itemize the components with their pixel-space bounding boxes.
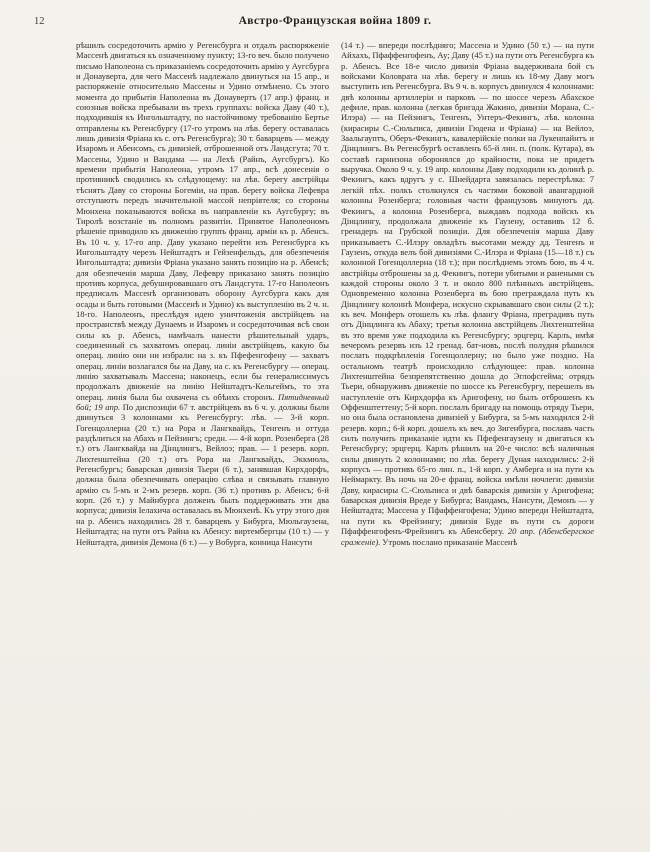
text-body <box>76 40 594 547</box>
right-column-paragraph <box>341 40 594 547</box>
left-column-paragraph <box>76 40 329 547</box>
page-header <box>34 14 594 36</box>
left-text-part1: рѣшилъ сосредоточить армію у Регенсбурга и отдалъ распоряженіе Массенѣ двигаться къ означенному пункту; 13-го веч. было получено письмо Наполеона съ приказаніемъ сосредоточить армію у Аугсбурга и Донауверта, для чего Массенѣ надлежало двинуться на 15 апр., и распоряженіе относительно Массены и Удино отмѣнено. Съ этого момента до прибытія Наполеона въ Донаувертъ (17 апр.) франц. и союзныя войска пребывали въ трехъ группахъ: войска Даву (40 т.), подходившія къ Ингольштадту, по настойчивому требованію Бертье отправлены къ Регенсбургу (17-го утромъ на лѣв. берегу оставалась лишь дивизія Фріана къ с. отъ Регенсбурга); 30 т. баварцевъ — между Изаромъ и Абенсомъ, съ дивизіей, отброшенной отъ Ландсгута; 70 т. Массены, Удино и Вандама — на Лехѣ (Райнъ, Аугсбургъ). Ко времени прибытія Наполеона, утромъ 17 апр., всѣ донесенія о противникѣ сводились къ слѣдующему: на лѣв. берегу австрійцы тѣснятъ Даву со стороны Богеміи, на прав. берегу войска Лефевра отступаютъ передъ значительной массой непріятеля; со стороны Мюнхена показываются войска въ направленіи къ Аугсбургу; въ Тиролѣ возстаніе въ полномъ развитіи. Принятое Наполеономъ рѣшеніе приводило къ движенію группъ франц. арміи къ р. Абенсъ. Въ 10 ч. у. 17-го апр. Даву указано перейти изъ Регенсбурга къ Ингольштадту черезъ Нейштадтъ и Гейзенфельдъ, для обезпеченія Ингольштадта; дивизіи Фріана указано занять позицію на р. Абенсѣ; для обезпеченія марша Даву, Лефевру приказано занять позицію противъ корпуса, дебушировавшаго отъ Ландсгута. 17-го Наполеонъ предписалъ Массенѣ организовать оборону Аугсбурга какъ для осады и быть готовыми (Массенѣ и Удино) къ выступленію въ 2 ч. н. 18-го. Наполеонъ, преслѣдуя идею уничтоженія австрійцевъ на пространствѣ между Дунаемъ и Изаромъ и сосредоточивая всѣ свои силы къ р. Абенсъ, намѣчалъ нанести рѣшительный ударъ, соединенный съ захватомъ операц. линіи австрійцевъ, какую бы операц. линію они ни избрали: на з. къ Пфефенгофену — захватъ операц. линіи возлагался бы на Даву, на с. къ Регенсбургу — операц. линію захватывалъ Массена; наконецъ, если бы генералиссимусъ продолжалъ движеніе на линію Нейштадтъ-Кельгеймъ, то эта операц. линія была бы охвачена съ обѣихъ сторонъ. <box>76 40 329 402</box>
left-text-part2: По диспозиціи 67 т. австрійцевъ въ 6 ч. у. должны были двинуться 3 колоннами къ Регенсбургу: лѣв. — 3-й корп. Гогенцоллерна (20 т.) на Рора и Лангквайдъ, Тенгенъ и оттуда раздѣлиться на Абахъ и Пейзингъ; средн. — 4-й корп. Розенберга (28 т.) отъ Лангквайда на Дінцлингъ, Вейлоэ; прав. — 1 резерв. корп. Лихтенштейна (20 т.) отъ Рора на Лангквайдъ, Эккмюль, Регенсбургъ; баварская дивизія Тьери (6 т.), занявшая Кирхдорфъ, должна была обезпечивать операцію слѣва и связывать главную армію съ 5-мъ и 2-мъ резерв. корп. (36 т.) противъ р. Абенсъ; 6-й корп. (26 т.) у Майнбурга долженъ былъ поддерживать эти два корпуса; дивизія Іелахича оставалась въ Мюнхенѣ. Къ утру этого дня на р. Абенсъ находились 28 т. баварцевъ у Бибурга, Мюльгаузена, Нейштадта; на пути отъ Райна къ Абенсу: виртембергцы (10 т.) — у Нейштадта, дивизія Демона (6 т.) — у Вобурга, конница Нансути <box>76 402 329 547</box>
left-column <box>76 40 329 547</box>
page-title: Австро-Французская война 1809 г. <box>238 15 432 27</box>
right-text-part1: (14 т.) — впереди послѣдняго; Массена и Удино (50 т.) — на пути Айхахъ, Пфаффенгофенъ, Ау; Даву (45 т.) на пути отъ Регенсбурга къ р. Абенсъ. Все 18-е число дивизія Фріана выдерживала бой съ войсками Коловрата на лѣв. берегу и лишь къ 18-му Даву могъ выступить изъ Регенсбурга. Въ 9 ч. в. корпусъ двинулся 4 колоннами: двѣ колонны артиллеріи и парковъ — по шоссе черезъ Абахское дефиле, прав. колонна (легкая бригада Жакино, дивизіи Морана, С.-Илэра) — на Пейзингъ, Тенгенъ, Унтеръ-Фекингъ, лѣв. колонна (кирасиры С.-Сюльписа, дивизіи Гюдена и Фріана) — на Вейлоэ, Заальгауптъ, Оберъ-Фекингъ, кавалерійскіе полки на Лукенпайнтъ и Дінцлингъ. Въ Регенсбургѣ оставленъ 65-й лин. п. (полк. Кутара), въ составѣ гарнизона оборонялся до крайности, пока не придетъ выручка. Около 9 ч. у. 19 апр. колонны Даву подходили къ долинѣ р. Фекингъ, какъ вдругъ у с. Шнейдарта завязалась перестрѣлка: 7 легкій пѣх. полкъ столкнулся съ частями боковой авангардной колонны Розенберга; головныя части французовъ минуютъ дд. Фекингъ, а колонна Розенберга, выждавъ подхода войскъ къ Дінцлингу, продолжала движеніе къ Гаузену, оставивъ 12 б. гренадеръ на Грубской позиціи. Для обезпеченія марша Даву приказываетъ С.-Илэру овладѣть высотами между дд. Тенгенъ и Гаузенъ, откуда велъ бой дивизіями С.-Илэра и Фріана (15—18 т.) съ колонной Гогенцоллерна (18 т.); при послѣднемъ этомъ бою, въ 4 ч. австрійцы отброшены за д. Фекингъ, потери убитыми и ранеными съ каждой стороны около 3 т. и около 800 плѣнныхъ австрійцевъ. Одновременно колонна Розенберга въ бою преграждала путь къ Дінцлингу колоннѣ Монфера, искусно скрывавшаго свои силы (2 т.); къ веч. Монферъ отошелъ къ лѣв. флангу Фріана, преградивъ путь отъ Дінцлинга къ Абаху; третья колонна австрійцевъ Лихтенштейна въ это время уже подходила къ Регенсбургу; эрцгерц. Карлъ, имѣя вечеромъ резервъ изъ 12 гренад. бат-новъ, послѣ полудня рѣшился послать подкрѣпленія Гогенцоллерну; но было уже поздно. На остальномъ театрѣ происходило слѣдующее: прав. колонна Лихтенштейна безпрепятственно дошла до Эглофсгейма; отрядъ Тьери, обнаруживъ движеніе по шоссе къ Регенсбургу, перешелъ въ наступленіе отъ Кирхдорфа къ Аригофену, но былъ отброшенъ къ Оффенштеттену; 5-й корп. послалъ бригаду на помощь отряду Тьери, но она была остановлена дивизіей у Бибурга, за 5-мъ находился 2-й резерв. корп.; 6-й корп. дошелъ къ веч. до Зигенбурга, пославъ часть силъ получить приказаніе идти къ Пфефенгаузену и двигаться къ Регенсбургу; эрцгерц. Карлъ рѣшилъ на 20-е число: всѣ наличныя силы двинуть 2 колоннами; по лѣв. берегу Дуная находились: 2-й корпусъ — противъ 65-го лин. п., 1-й корп. у Амберга и на пути къ Неймаркту. Въ ночь на 20-е франц. войска имѣли ночлеги: дивизіи Даву, кирасиры С.-Сюльписа и двѣ баварскія дивизіи у Аригофена; баварская дивизія Вреде у Бибурга; Вандамъ, Нансути, Демонъ — у Нейштадта; Массена у Пфаффенгофена; Удино впереди Нейштадта, на пути къ Фрейзингу; дивизія Буде въ пути съ дороги Пфаффенгофенъ-Фрейзингъ къ Абенсбергу. <box>341 40 594 537</box>
right-column <box>341 40 594 547</box>
page-number: 12 <box>34 16 45 27</box>
right-text-part2: Утромъ послано приказаніе Массенѣ <box>380 536 518 547</box>
left-inline-heading: Пятидневный бой; 19 апр. <box>76 391 329 413</box>
right-inline-heading: 20 апр. (Абенсбергское сраженіе). <box>341 526 594 547</box>
